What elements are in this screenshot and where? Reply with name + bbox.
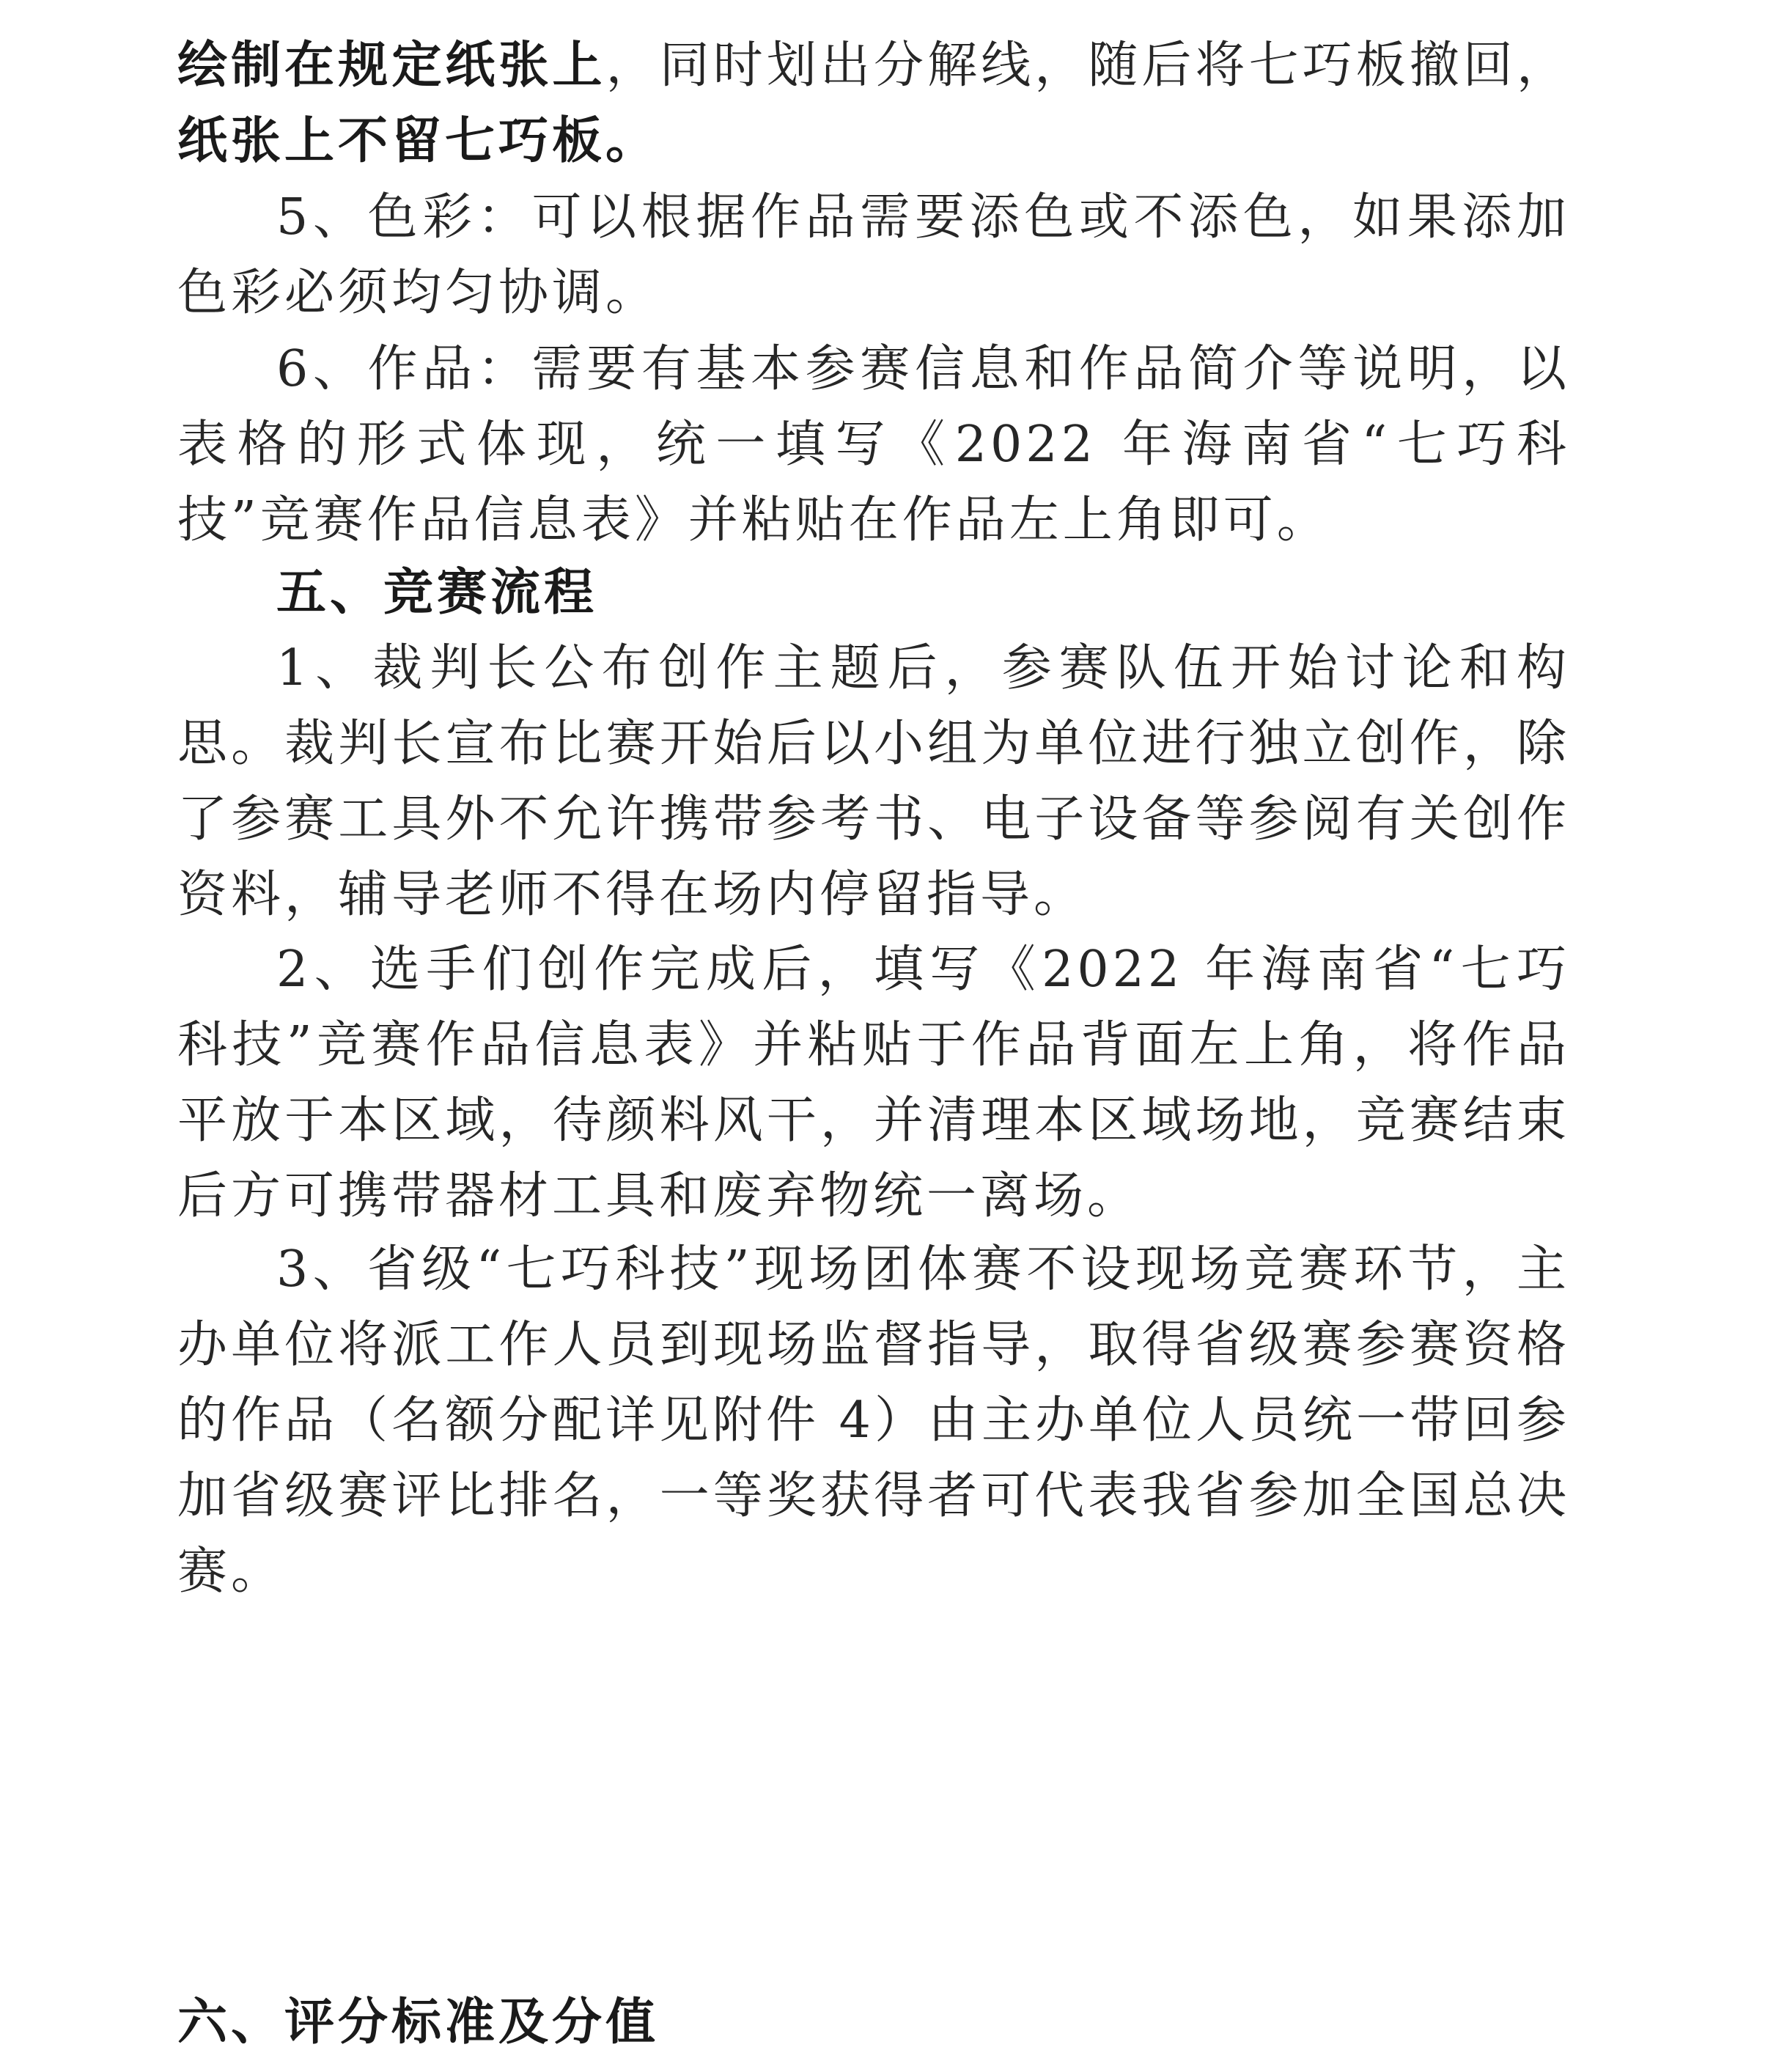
section-heading-competition-process: 五、竞赛流程 xyxy=(276,563,598,622)
bold-text-no-tangram-left: 纸张上不留七巧板。 xyxy=(177,111,660,170)
paragraph-process-2: 2、选手们创作完成后，填写《2022 年海南省“七巧科技”竞赛作品信息表》并粘贴于作品背面左上角，将作品平放于本区域，待颜料风干，并清理本区域场地，竞赛结束后方可携带器材工具和废弃物统一离场。 xyxy=(177,941,1570,1225)
paragraph-process-1: 1、裁判长公布创作主题后，参赛队伍开始讨论和构思。裁判长宣布比赛开始后以小组为单位进行独立创作，除了参赛工具外不允许携带参考书、电子设备等参阅有关创作资料，辅导老师不得在场内停留指导。 xyxy=(177,639,1570,924)
paragraph-work: 6、作品：需要有基本参赛信息和作品简介等说明，以表格的形式体现，统一填写《2022 年海南省“七巧科技”竞赛作品信息表》并粘贴在作品左上角即可。 xyxy=(177,340,1570,549)
section-heading-scoring-criteria: 六、评分标准及分值 xyxy=(177,1993,660,2051)
paragraph-process-3: 3、省级“七巧科技”现场团体赛不设现场竞赛环节，主办单位将派工作人员到现场监督指导，取得省级赛参赛资格的作品（名额分配详见附件 4）由主办单位人员统一带回参加省级赛评比排名，一等奖获得者可代表我省参加全国总决赛。 xyxy=(177,1241,1570,1601)
normal-text-decomposition-lines: ，同时划出分解线，随后将七巧板撤回， xyxy=(605,37,1570,95)
paragraph-intro xyxy=(177,28,1570,179)
bold-text-drawing-on-paper: 绘制在规定纸张上 xyxy=(177,36,606,95)
paragraph-color: 5、色彩：可以根据作品需要添色或不添色，如果添加色彩必须均匀协调。 xyxy=(177,188,1570,322)
